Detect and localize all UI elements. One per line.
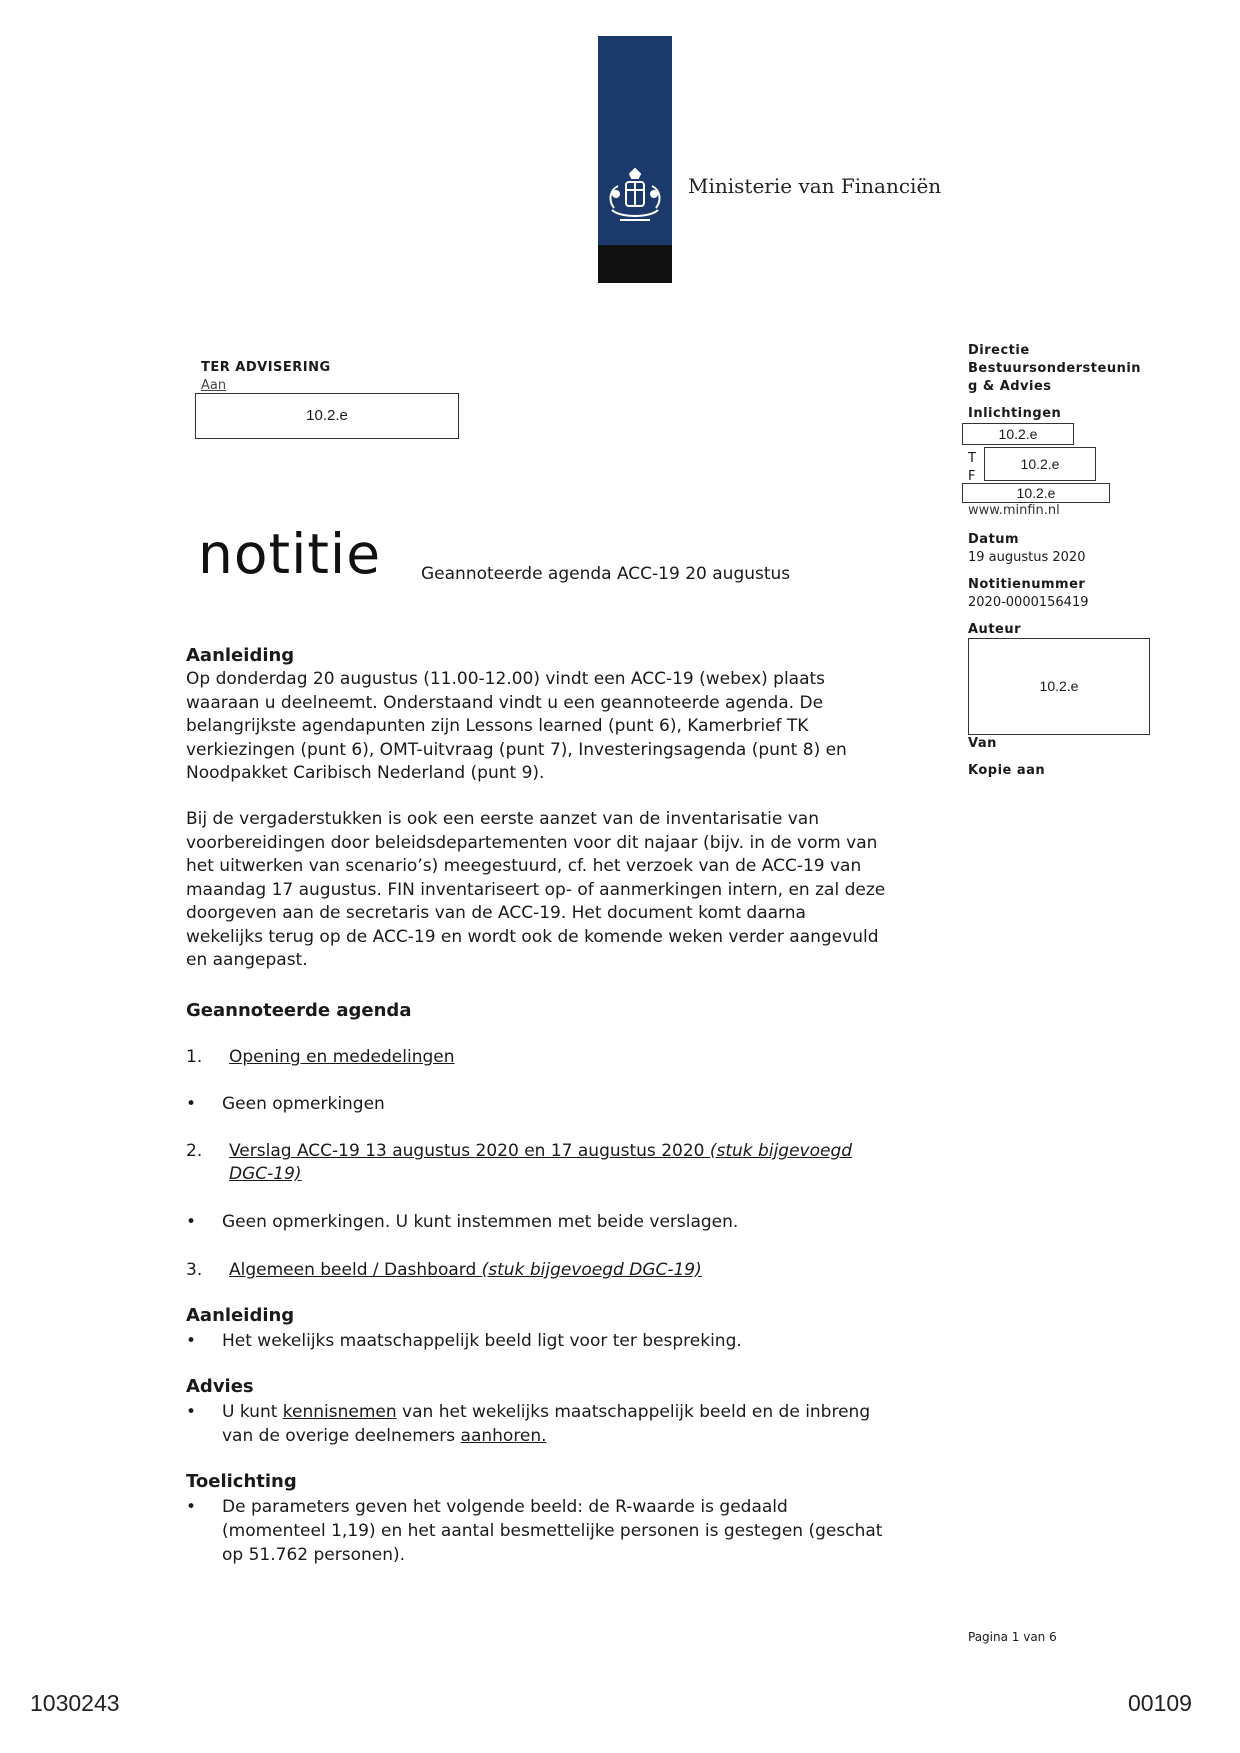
bullet-text: Geen opmerkingen. U kunt instemmen met beide verslagen. [222, 1212, 739, 1232]
bullet-icon: • [186, 1094, 197, 1114]
t-label: T [968, 451, 976, 466]
paragraph-line: belangrijkste agendapunten zijn Lessons learned (punt 6), Kamerbrief TK [186, 716, 809, 736]
page-number: Pagina 1 van 6 [968, 1630, 1057, 1644]
agenda-item-title [229, 1259, 702, 1283]
agenda-item-title-main: Verslag ACC-19 13 augustus 2020 en 17 augustus 2020 [229, 1141, 710, 1161]
text-run: van de overige deelnemers [222, 1426, 461, 1446]
bullet-text: Het wekelijks maatschappelijk beeld ligt voor ter bespreking. [222, 1331, 742, 1351]
bullet-text [222, 1425, 547, 1449]
directie-label: Directie [968, 343, 1030, 358]
paragraph-line: wekelijks terug op de ACC-19 en wordt ook de komende weken verder aangevuld [186, 926, 879, 947]
directie-line3: g & Advies [968, 379, 1052, 394]
paragraph-line: verkiezingen (punt 6), OMT-uitvraag (punt 7), Investeringsagenda (punt 8) en [186, 739, 847, 760]
datum-value: 19 augustus 2020 [968, 550, 1086, 565]
agenda-item-title [229, 1140, 852, 1164]
paragraph-line: het uitwerken van scenario’s) meegestuurd, cf. het verzoek van de ACC-19 van [186, 856, 862, 876]
paragraph-line: Noodpakket Caribisch Nederland (punt 9). [186, 763, 545, 783]
agenda-item-title: Opening en mededelingen [229, 1047, 455, 1067]
agenda-item-number: 2. [186, 1141, 203, 1161]
ministry-name: Ministerie van Financiën [688, 174, 942, 198]
website: www.minfin.nl [968, 503, 1060, 518]
inlichtingen-label: Inlichtingen [968, 406, 1062, 421]
ter-advisering-label: TER ADVISERING [201, 360, 331, 375]
document-type-title: notitie [198, 522, 382, 586]
item3-aanleiding-heading: Aanleiding [186, 1305, 295, 1326]
bullet-icon: • [186, 1402, 197, 1422]
paragraph-line: voorbereidingen door beleidsdepartementen voor dit najaar (bijv. in de vorm van [186, 832, 878, 853]
agenda-item-number: 3. [186, 1260, 203, 1280]
agenda-item-title-note: (stuk bijgevoegd [709, 1141, 853, 1161]
bullet-icon: • [186, 1331, 197, 1351]
paragraph-line: maandag 17 augustus. FIN inventariseert op- of aanmerkingen intern, en zal deze [186, 879, 886, 900]
agenda-item-title-main: Algemeen beeld / Dashboard [229, 1260, 482, 1280]
royal-coat-of-arms-icon [600, 168, 670, 230]
kopie-aan-label: Kopie aan [968, 763, 1046, 778]
agenda-item-number: 1. [186, 1047, 203, 1067]
agenda-item-title-note: (stuk bijgevoegd DGC-19) [481, 1260, 702, 1280]
aan-value: 10.2.e [306, 407, 348, 424]
toelichting-heading: Toelichting [186, 1471, 297, 1492]
bullet-icon: • [186, 1497, 197, 1517]
auteur-value: 10.2.e [968, 638, 1150, 735]
aanleiding-paragraph [186, 668, 847, 786]
f-value: 10.2.e [962, 483, 1110, 503]
bullet-text: (momenteel 1,19) en het aantal besmettelijke personen is gestegen (geschat [222, 1521, 883, 1541]
underlined-text: aanhoren. [460, 1426, 547, 1446]
logo-bar-foot [598, 245, 672, 283]
document-id-left: 1030243 [30, 1690, 120, 1716]
subject-line: Geannoteerde agenda ACC-19 20 augustus [421, 564, 791, 584]
agenda-item-title-note-cont: DGC-19) [229, 1164, 302, 1184]
bullet-text: Geen opmerkingen [222, 1094, 385, 1114]
inlichtingen-value: 10.2.e [962, 423, 1074, 445]
document-id-right: 00109 [1128, 1690, 1192, 1716]
directie-line2: Bestuursondersteunin [968, 361, 1142, 376]
notitienummer-value: 2020-0000156419 [968, 595, 1089, 610]
t-value: 10.2.e [984, 447, 1096, 481]
paragraph-line: doorgeven aan de secretaris van de ACC-19. Het document komt daarna [186, 903, 806, 923]
text-run: van het wekelijks maatschappelijk beeld en de inbreng [396, 1402, 871, 1422]
advies-heading: Advies [186, 1376, 254, 1397]
auteur-label: Auteur [968, 622, 1022, 637]
aanleiding-heading: Aanleiding [186, 645, 295, 666]
bullet-text [222, 1401, 870, 1425]
notitienummer-label: Notitienummer [968, 577, 1086, 592]
bullet-icon: • [186, 1212, 197, 1232]
bullet-text: De parameters geven het volgende beeld: de R-waarde is gedaald [222, 1497, 788, 1517]
second-paragraph [186, 808, 885, 973]
aan-label: Aan [201, 378, 227, 393]
van-label: Van [968, 736, 997, 751]
bullet-text: op 51.762 personen). [222, 1545, 406, 1565]
paragraph-line: Op donderdag 20 augustus (11.00-12.00) vindt een ACC-19 (webex) plaats [186, 669, 826, 689]
paragraph-line: Bij de vergaderstukken is ook een eerste aanzet van de inventarisatie van [186, 809, 820, 829]
datum-label: Datum [968, 532, 1020, 547]
aan-field [195, 393, 459, 439]
agenda-heading: Geannoteerde agenda [186, 1000, 412, 1021]
f-label: F [968, 469, 976, 484]
underlined-text: kennisnemen [282, 1402, 397, 1422]
paragraph-line: waaraan u deelneemt. Onderstaand vindt u een geannoteerde agenda. De [186, 692, 824, 713]
text-run: U kunt [222, 1402, 283, 1422]
paragraph-line: en aangepast. [186, 950, 308, 970]
